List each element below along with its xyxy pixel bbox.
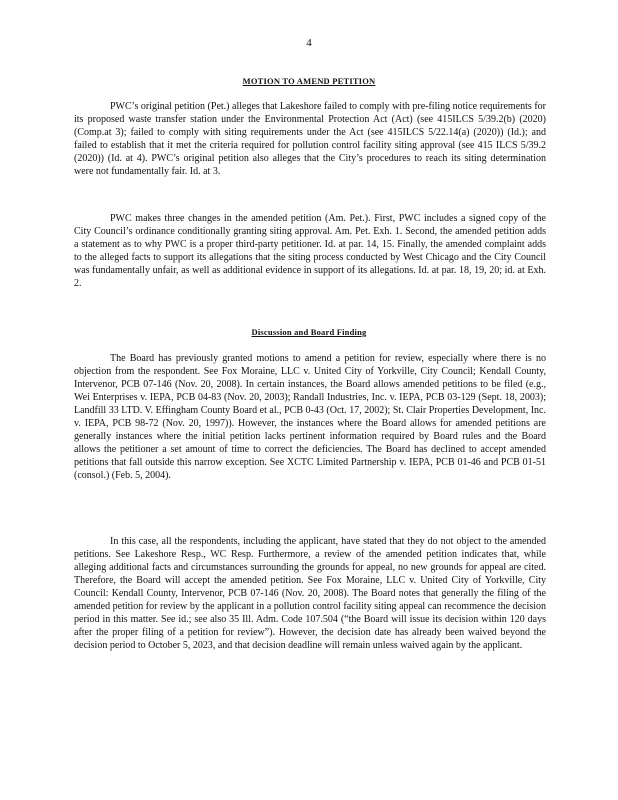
page-number: 4 (306, 37, 312, 49)
paragraph-board-finding: In this case, all the respondents, including the applicant, have stated that they do not object to the amended petitions. See Lakeshore Resp., WC Resp. Furthermore, a review of the amended petition indicates that, while alleging additional facts and circumstances surrounding the grounds for appeal, no new grounds for appeal are cited. Therefore, the Board will accept the amended petition. See Fox Moraine, LLC v. United City of Yorkville, City Council: Kendall County, Intervenor, PCB 07-146 (Nov. 20, 2008). The Board notes that generally the filing of the amended petition for review by the applicant in a pollution control facility siting appeal can recommence the decision period in this matter. See id.; see also 35 Ill. Adm. Code 107.504 (“the Board will issue its decision within 120 days after the proper filing of a petition for review”). However, the decision date has already been waived beyond the decision period to October 5, 2023, and that decision deadline will remain unless waived again by the applicant. (74, 536, 546, 651)
paragraph-board-precedent: The Board has previously granted motions to amend a petition for review, especially where there is no objection from the respondent. See Fox Moraine, LLC v. United City of Yorkville, City Council; Kendall County, Intervenor, PCB 07-146 (Nov. 20, 2008). In certain instances, the Board allows amended petitions to be filed (e.g., Wei Enterprises v. IEPA, PCB 04-83 (Nov. 20, 2003); Randall Industries, Inc. v. IEPA, PCB 03-129 (Sept. 18, 2003); Landfill 33 LTD. V. Effingham County Board et al., PCB 0-43 (Oct. 17, 2002); St. Clair Properties Development, Inc. v. IEPA, PCB 98-72 (Nov. 20, 1997)). However, the instances where the Board allows for amended petitions are generally instances where the initial petition lacks pertinent information required by Board rules and the Board allows the petitioner a set amount of time to correct the deficiencies. The Board has declined to accept amended petitions that fall outside this narrow exception. See XCTC Limited Partnership v. IEPA, PCB 01-46 and PCB 01-51 (consol.) (Feb. 5, 2004). (74, 353, 546, 481)
paragraph-original-petition: PWC’s original petition (Pet.) alleges that Lakeshore failed to comply with pre-filing notice requirements for its proposed waste transfer station under the Environmental Protection Act (Act) (see 415ILCS 5/39.2(b) (2020) (Comp.at 3); failed to comply with siting requirements under the Act (see 415ILCS 5/22.14(a) (2020)) (Id.); and failed to establish that it met the criteria required for pollution control facility siting approval (see 415 ILCS 5/39.2 (2020)) (Id. at 4). PWC’s original petition also alleges that the City’s procedures to reach its siting determination were not fundamentally fair. Id. at 3. (74, 101, 546, 177)
section-heading-discussion: Discussion and Board Finding (251, 327, 367, 337)
section-heading-motion-to-amend: MOTION TO AMEND PETITION (242, 76, 376, 86)
paragraph-amended-changes: PWC makes three changes in the amended petition (Am. Pet.). First, PWC includes a signed copy of the City Council’s ordinance conditionally granting siting approval. Am. Pet. Exh. 1. Second, the amended petition adds a statement as to why PWC is a proper third-party petitioner. Id. at par. 14, 15. Finally, the amended complaint adds to the alleged facts to support its allegations that the siting process conducted by West Chicago and the City Council was fundamentally unfair, as well as additional evidence in support of its allegations. Id. at par. 18, 19, 20; id. at Exh. 2. (74, 213, 546, 289)
